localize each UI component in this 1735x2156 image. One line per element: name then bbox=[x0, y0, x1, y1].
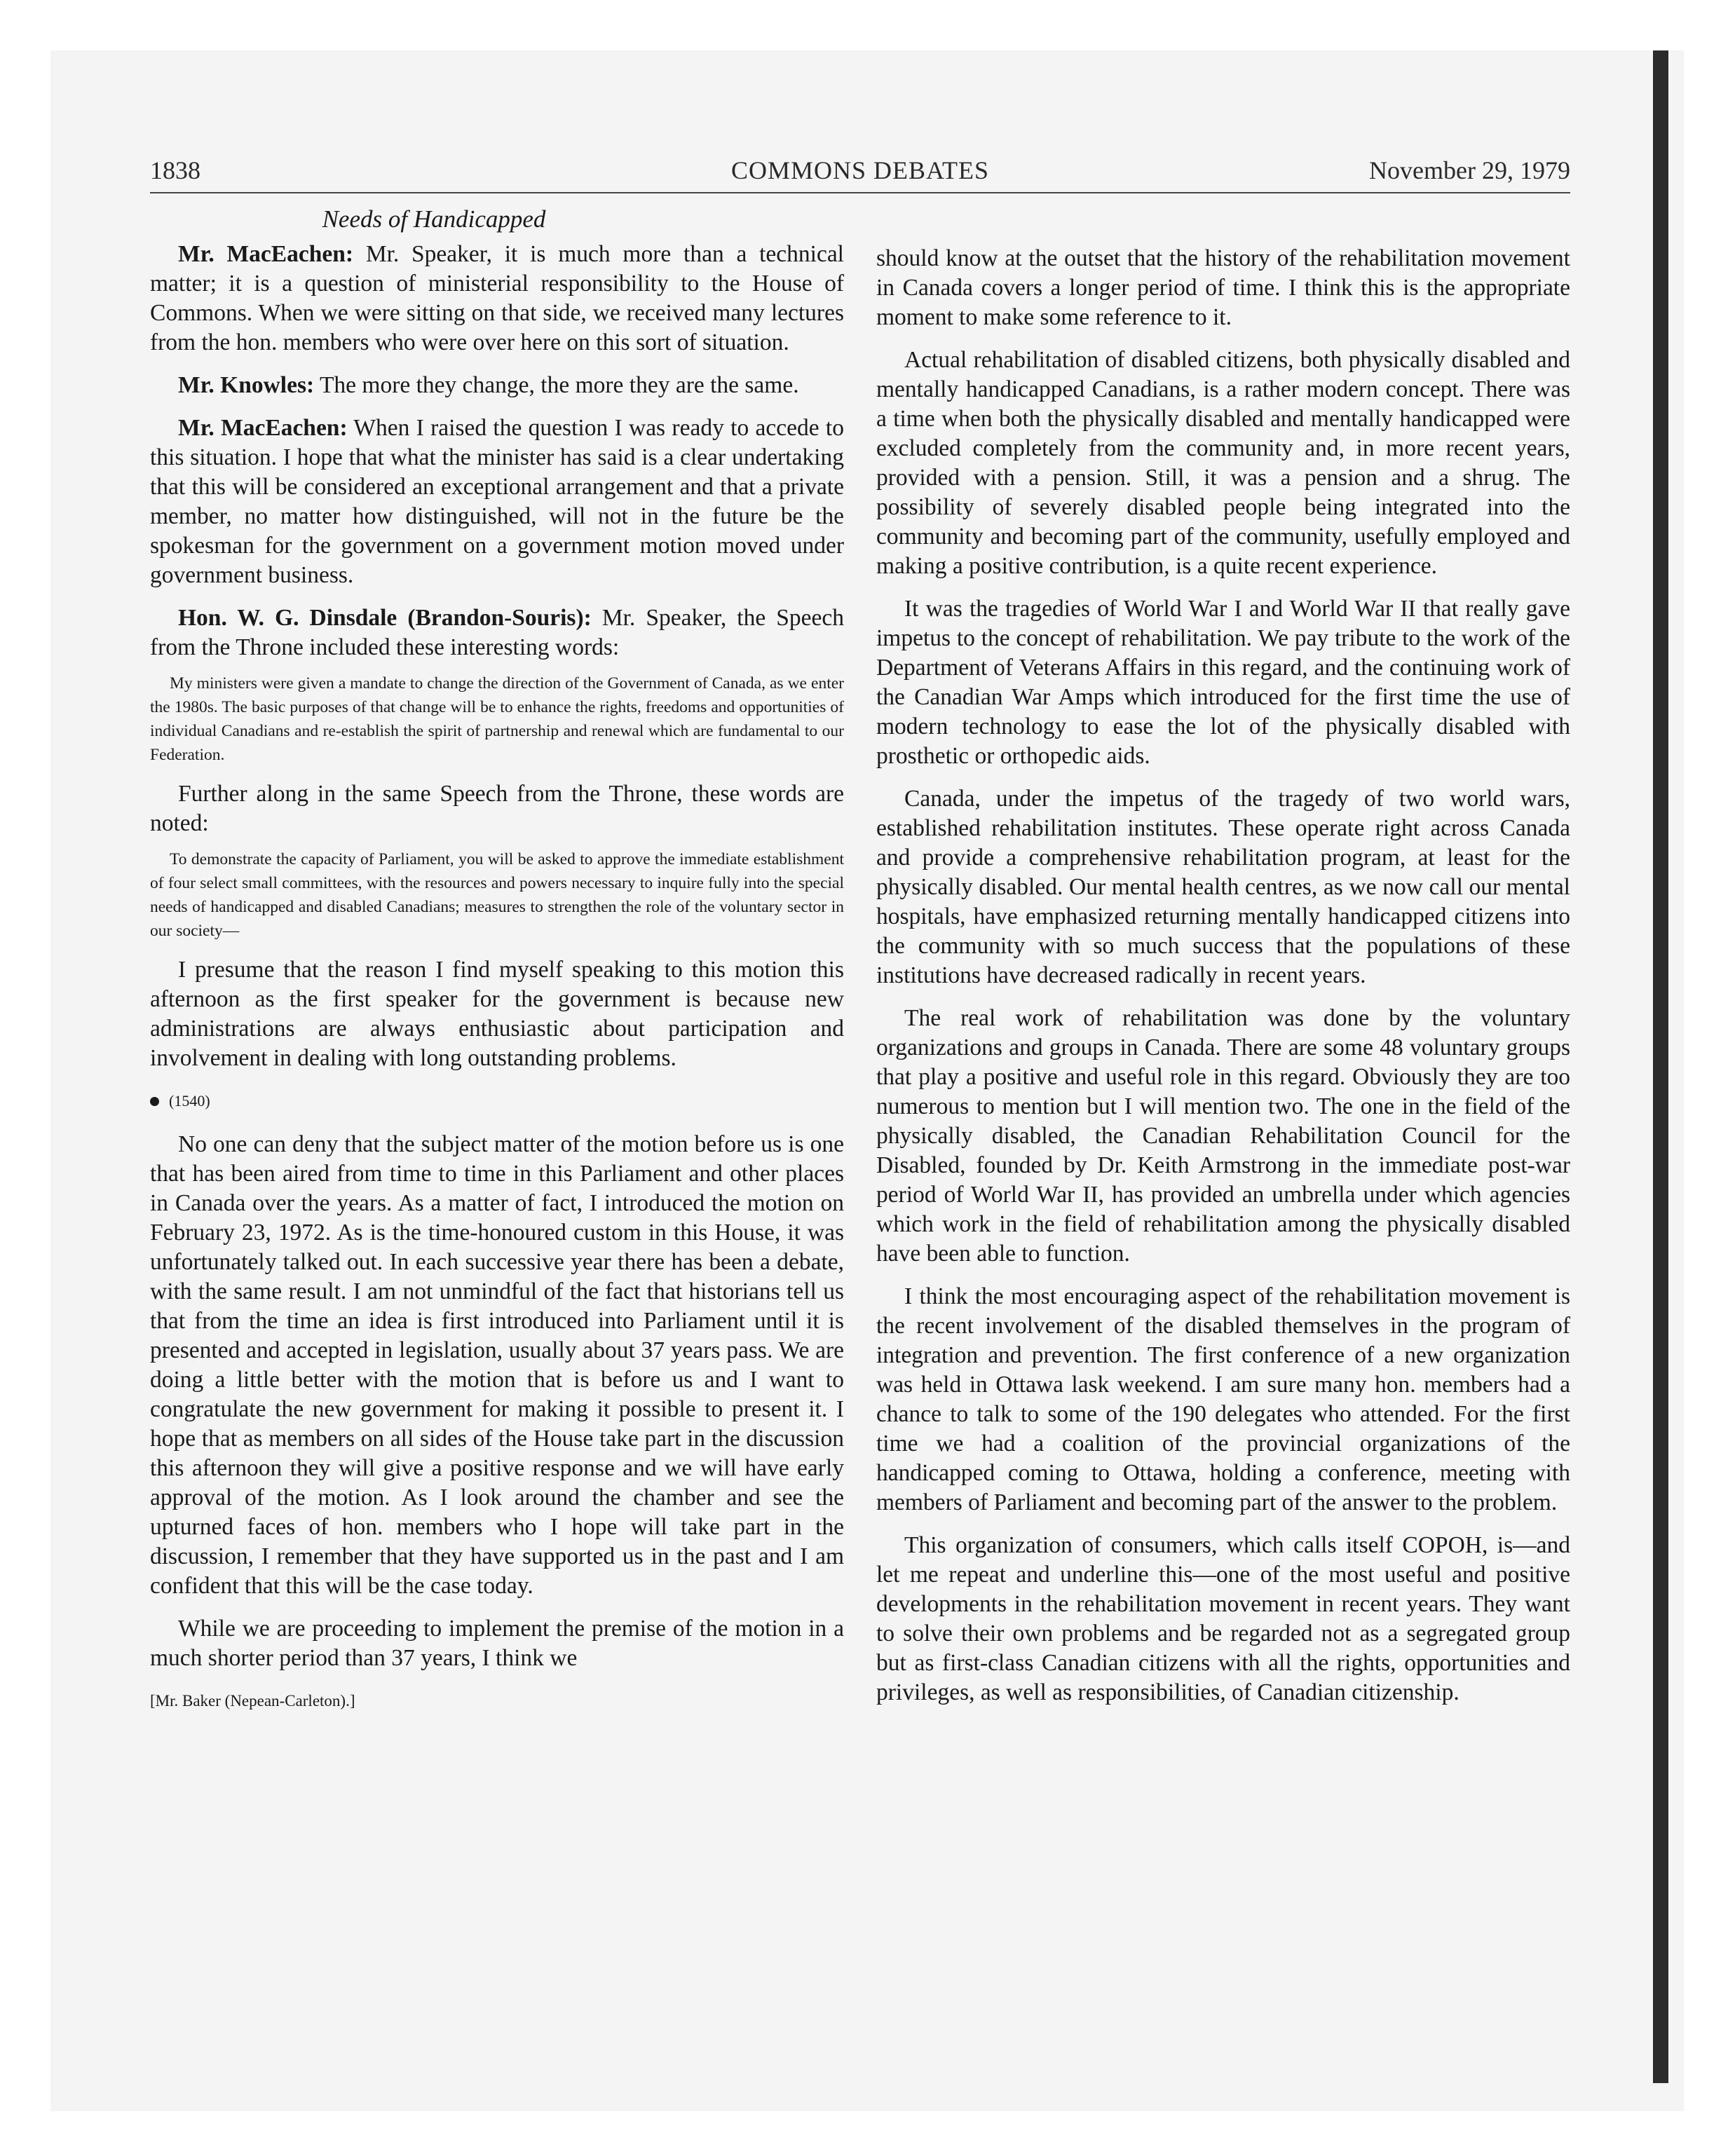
paragraph: This organization of consumers, which calls itself COPOH, is—and let me repeat and underline this—one of the most useful and positive developments in the rehabilitation movement in recent years. They want to solve their own problems and be regarded not as a segregated group but as first-class Canadian citizens with all the rights, opportunities and privileges, as well as responsibilities, of Canadian citizenship. bbox=[876, 1532, 1570, 1705]
speaker-name: Mr. MacEachen: bbox=[178, 241, 354, 267]
right-column bbox=[876, 244, 1570, 1721]
paragraph: I presume that the reason I find myself speaking to this motion this afternoon as the first speaker for the government is because new administrations are always enthusiastic about participation and involvement in dealing with long outstanding problems. bbox=[150, 957, 844, 1071]
paragraph: should know at the outset that the history of the rehabilitation movement in Canada covers a longer period of time. I think this is the appropriate moment to make some reference to it. bbox=[876, 245, 1570, 330]
paragraph: Canada, under the impetus of the tragedy of two world wars, established rehabilitation institutes. These operate right across Canada and provide a comprehensive rehabilitation program, at least for the physically disabled. Our mental health centres, as we now call our mental hospitals, have emphasized returning mentally handicapped citizens into the community with so much success that the populations of these institutions have decreased radically in recent years. bbox=[876, 786, 1570, 988]
paragraph bbox=[150, 414, 844, 590]
paragraph bbox=[150, 371, 844, 400]
paragraph-text: Mr. Speaker, it is much more than a technical matter; it is a question of ministerial responsibility to the House of Commons. When we were sitting on that side, we received many lectures from the hon. members who were over here on this sort of situation. bbox=[150, 241, 844, 355]
time-marker-text: (1540) bbox=[169, 1092, 210, 1110]
speaker-name: Mr. MacEachen: bbox=[178, 415, 348, 441]
paragraph bbox=[150, 603, 844, 662]
publication-title: COMMONS DEBATES bbox=[730, 156, 990, 184]
throne-speech-quote: To demonstrate the capacity of Parliament, you will be asked to approve the immediate establishment of four select small committees, with the resources and powers necessary to inquire fully into the special needs of handicapped and disabled Canadians; measures to strengthen the role of the voluntary sector in our society— bbox=[150, 850, 844, 940]
paragraph-text: Mr. Speaker, the Speech from the Throne included these interesting words: bbox=[150, 605, 844, 660]
page-number: 1838 bbox=[150, 156, 200, 184]
paragraph: Actual rehabilitation of disabled citizens, both physically disabled and mentally handicapped Canadians, is a rather modern concept. There was a time when both the physically disabled and mentally handicapped were excluded completely from the community and, in more recent years, provided with a pension. Still, it was a pension and a shrug. The possibility of severely disabled people being integrated into the community and becoming part of the community, usefully employed and making a positive contribution, is a quite recent experience. bbox=[876, 347, 1570, 579]
paragraph: It was the tragedies of World War I and World War II that really gave impetus to the concept of rehabilitation. We pay tribute to the work of the Department of Veterans Affairs in this regard, and the continuing work of the Canadian War Amps which introduced for the first time the use of modern technology to ease the lot of the physically disabled with prosthetic or orthopedic aids. bbox=[876, 596, 1570, 769]
paragraph: No one can deny that the subject matter of the motion before us is one that has been aired from time to time in this Parliament and other places in Canada over the years. As a matter of fact, I introduced the motion on February 23, 1972. As is the time-honoured custom in this House, it was unfortunately talked out. In each successive year there has been a debate, with the same result. I am not unmindful of the fact that historians tell us that from the time an idea is first introduced into Parliament until it is presented and accepted in legislation, usually about 37 years pass. We are doing a little better with the motion that is before us and I want to congratulate the new government for making it possible to present it. I hope that as members on all sides of the House take part in the discussion this afternoon they will give a positive response and we will have early approval of the motion. As I look around the chamber and see the upturned faces of hon. members who I hope will take part in the discussion, I remember that they have supported us in the past and I am confident that this will be the case today. bbox=[150, 1131, 844, 1599]
speaker-name: Mr. Knowles: bbox=[178, 372, 315, 398]
speaker-attribution: [Mr. Baker (Nepean-Carleton).] bbox=[150, 1692, 355, 1710]
paragraph: I think the most encouraging aspect of the rehabilitation movement is the recent involvement of the disabled themselves in the program of integration and prevention. The first conference of a new organization was held in Ottawa lask weekend. I am sure many hon. members had a chance to talk to some of the 190 delegates who attended. For the first time we had a coalition of the provincial organizations of the handicapped coming to Ottawa, holding a conference, meeting with members of Parliament and becoming part of the answer to the problem. bbox=[876, 1283, 1570, 1515]
paragraph-text: When I raised the question I was ready to accede to this situation. I hope that what the minister has said is a clear undertaking that this will be considered an exceptional arrangement and that a private member, no matter how distinguished, will not in the future be the spokesman for the government on a government motion moved under government business. bbox=[150, 415, 844, 588]
bullet-icon bbox=[150, 1097, 159, 1106]
paragraph bbox=[150, 240, 844, 357]
section-heading: Needs of Handicapped bbox=[322, 205, 546, 233]
paragraph: Further along in the same Speech from the Throne, these words are noted: bbox=[150, 781, 844, 836]
paragraph: The real work of rehabilitation was done by the voluntary organizations and groups in Canada. There are some 48 voluntary groups that play a positive and useful role in this regard. Obviously they are too numerous to mention but I will mention two. The one in the field of the physically disabled, the Canadian Rehabilitation Council for the Disabled, founded by Dr. Keith Armstrong in the immediate post-war period of World War II, has provided an umbrella under which agencies which work in the field of rehabilitation among the physically disabled have been able to function. bbox=[876, 1005, 1570, 1267]
throne-speech-quote: My ministers were given a mandate to change the direction of the Government of Canada, as we enter the 1980s. The basic purposes of that change will be to enhance the rights, freedoms and opportunities of individual Canadians and re-establish the spirit of partnership and renewal which are fundamental to our Federation. bbox=[150, 674, 844, 764]
speaker-name: Hon. W. G. Dinsdale (Brandon-Souris): bbox=[178, 605, 592, 631]
page-header bbox=[150, 156, 1570, 191]
paragraph: While we are proceeding to implement the premise of the motion in a much shorter period than 37 years, I think we bbox=[150, 1616, 844, 1671]
header-rule bbox=[150, 192, 1570, 193]
time-marker bbox=[150, 1086, 844, 1116]
left-column bbox=[150, 205, 844, 1716]
scan-edge-bar bbox=[1653, 50, 1668, 2083]
paragraph-text: The more they change, the more they are the same. bbox=[314, 372, 799, 398]
issue-date: November 29, 1979 bbox=[1369, 156, 1570, 184]
